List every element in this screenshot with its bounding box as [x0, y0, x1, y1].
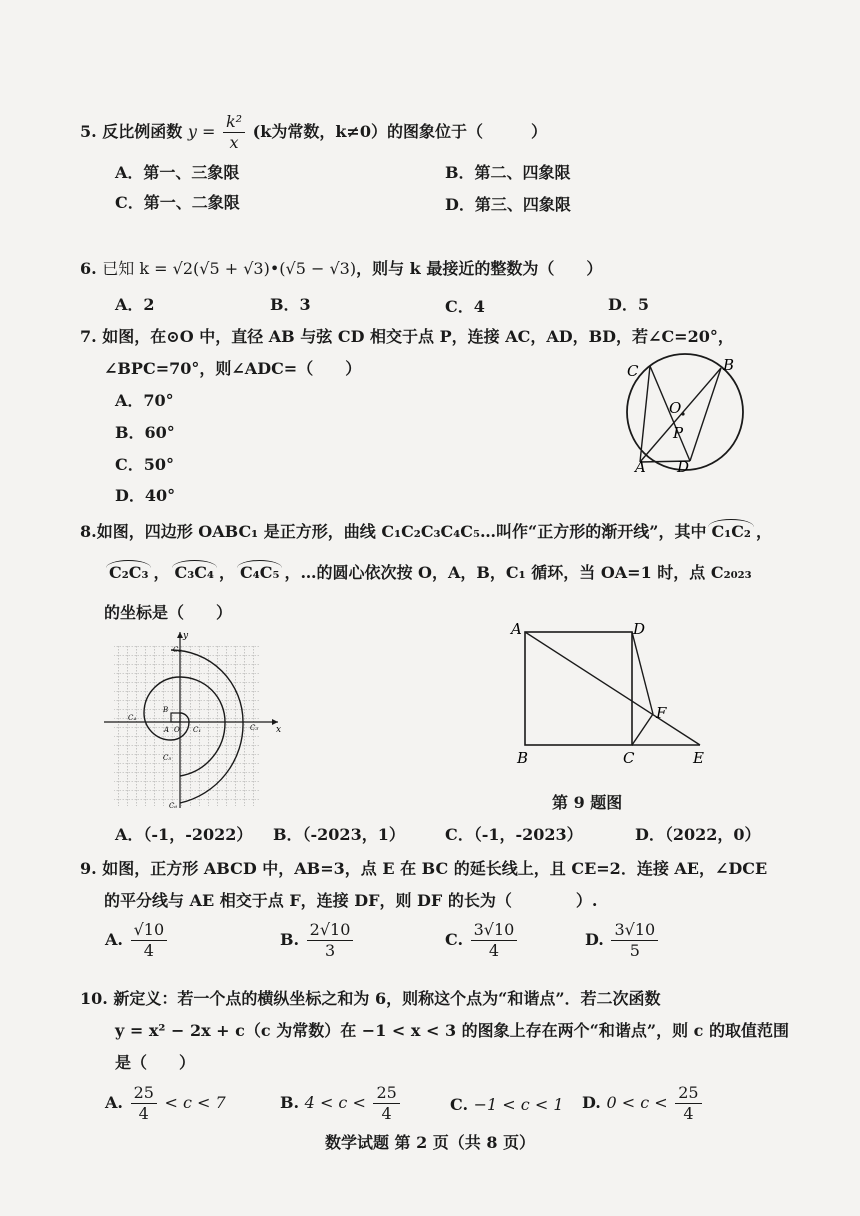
q9-option-d: D. $\frac{3√10}{5}$	[585, 920, 660, 961]
q8-stem-line2: C₂C₃ ， C₃C₄ ， C₄C₅ ，…的圆心依次按 O，A，B，C₁ 循环，当 OA=1 时，点 C₂₀₂₃	[104, 560, 752, 583]
q9-label-d: D	[633, 620, 646, 638]
q10-stem-line2: y = x² − 2x + c（c 为常数）在 −1 < x < 3 的图象上存在两个“和谐点”，则 c 的取值范围	[115, 1021, 789, 1040]
q8-label-y: y	[183, 631, 189, 641]
q8-number: 8.	[80, 522, 97, 541]
q9-label-b: B	[517, 749, 529, 767]
q7-circle-figure	[615, 352, 755, 472]
q8-arc-c1c2: C₁C₂	[708, 519, 753, 541]
q8-option-c: C．（-1，-2023）	[445, 825, 583, 844]
q9-stem-line2: 的平分线与 AE 相交于点 F，连接 DF，则 DF 的长为（ ）.	[104, 891, 598, 910]
q6-expression: 已知 k = √2(√5 + √3)•(√5 − √3)	[102, 259, 357, 278]
q8-label-c1: C₁	[193, 726, 202, 734]
q5-stem	[80, 112, 547, 153]
q7-option-c: C．50°	[115, 455, 175, 474]
q9-square-figure	[505, 618, 720, 778]
q7-label-d: D	[677, 458, 690, 472]
q8-label-c2: C₂	[173, 646, 182, 654]
q7-option-b: B．60°	[115, 423, 175, 442]
q5-fraction: $\frac{\text{k²}}{x}$	[223, 112, 245, 153]
q10-option-b: B. 4 < c < $\frac{25}{4}$	[280, 1083, 402, 1124]
page-footer: 数学试题 第 2 页（共 8 页）	[324, 1133, 536, 1152]
q10-stem-line1: 10. 新定义：若一个点的横纵坐标之和为 6，则称这个点为“和谐点”．若二次函数	[80, 989, 661, 1008]
q8-stem-line3: 的坐标是（ ）	[104, 603, 233, 622]
q8-label-c4: C₄	[128, 714, 137, 722]
q10-stem-line3: 是（ ）	[115, 1053, 196, 1072]
q5-text: 反比例函数	[102, 122, 183, 141]
q9-stem-line1: 9. 如图，正方形 ABCD 中，AB=3，点 E 在 BC 的延长线上，且 CE=2．连接 AE，∠DCE	[80, 859, 768, 878]
q7-label-a: A	[635, 458, 646, 472]
q7-label-o: O	[669, 399, 682, 417]
q8-option-b: B．（-2023，1）	[273, 825, 405, 844]
q7-option-d: D．40°	[115, 486, 176, 505]
q8-involute-figure	[100, 628, 290, 813]
q6-text: ，则与 k 最接近的整数为（ ）	[356, 259, 603, 278]
q9-label-c: C	[623, 749, 635, 767]
q8-label-a: A	[164, 726, 170, 734]
q7-label-b: B	[723, 356, 735, 374]
q9-label-e: E	[693, 749, 704, 767]
q10-option-c: C. −1 < c < 1	[450, 1095, 564, 1114]
q7-stem-line1: 7. 如图，在⊙O 中，直径 AB 与弦 CD 相交于点 P，连接 AC，AD，BD，若∠C=20°，	[80, 327, 734, 346]
q6-option-c: C．4	[445, 297, 485, 316]
q8-arc-c2c3: C₂C₃	[106, 560, 151, 582]
q9-number: 9.	[80, 859, 97, 878]
q8-arc-c3c4: C₃C₄	[172, 560, 217, 582]
q5-text-end: (k为常数，k≠0）的图象位于（ ）	[252, 122, 547, 141]
q8-label-x: x	[276, 725, 282, 735]
q7-number: 7.	[80, 327, 97, 346]
q5-option-d: D．第三、四象限	[445, 195, 571, 214]
q8-label-c5: C₅	[163, 754, 172, 762]
q6-option-b: B．3	[270, 295, 311, 314]
q5-option-a: A．第一、三象限	[115, 163, 240, 182]
q9-option-b: B. $\frac{2√10}{3}$	[280, 920, 355, 961]
q8-option-d: D．（2022，0）	[635, 825, 761, 844]
q9-label-a: A	[511, 620, 522, 638]
q9-option-a: A. $\frac{√10}{4}$	[105, 920, 169, 961]
q8-arc-c4c5: C₄C₅	[237, 560, 282, 582]
q6-number: 6.	[80, 259, 97, 278]
q8-label-c3: C₃	[250, 724, 259, 732]
q7-label-c: C	[627, 362, 639, 380]
q8-stem-line1: 8.如图，四边形 OABC₁ 是正方形，曲线 C₁C₂C₃C₄C₅…叫作“正方形的渐开线”，其中 C₁C₂ ，	[80, 519, 772, 542]
q6-option-d: D．5	[608, 295, 650, 314]
q5-function-lhs: y =	[187, 122, 216, 141]
q7-option-a: A．70°	[115, 391, 174, 410]
q5-option-c: C．第一、二象限	[115, 193, 240, 212]
q8-option-a: A．（-1，-2022）	[115, 825, 253, 844]
q6-option-a: A．2	[115, 295, 155, 314]
q7-label-p: P	[673, 424, 684, 442]
q6-stem	[80, 256, 602, 279]
q10-option-a: A. $\frac{25}{4}$ < c < 7	[105, 1083, 226, 1123]
q5-option-b: B．第二、四象限	[445, 163, 571, 182]
q8-label-o: O	[174, 726, 180, 734]
q10-number: 10.	[80, 989, 108, 1008]
q8-label-b: B	[163, 706, 169, 714]
q9-figure-caption: 第 9 题图	[552, 793, 623, 812]
q10-option-d: D. 0 < c < $\frac{25}{4}$	[582, 1083, 704, 1124]
q9-label-f: F	[656, 704, 667, 722]
q9-option-c: C. $\frac{3√10}{4}$	[445, 920, 519, 961]
q5-number: 5.	[80, 122, 97, 141]
q8-label-c6: C₆	[169, 802, 178, 810]
q7-stem-line2: ∠BPC=70°，则∠ADC=（ ）	[104, 359, 362, 378]
